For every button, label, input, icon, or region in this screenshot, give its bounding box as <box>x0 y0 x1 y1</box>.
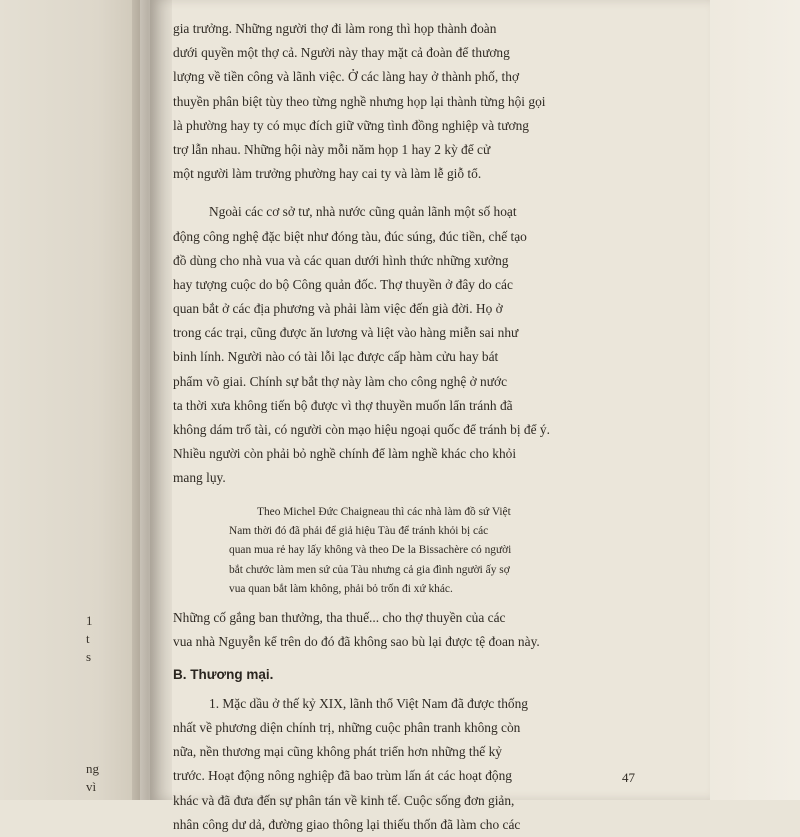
text-line: đồ dùng cho nhà vua và các quan dưới hình thức những xưởng <box>173 252 509 268</box>
quote-line: vua quan bắt làm không, phải bỏ trốn đi xứ khác. <box>229 583 453 596</box>
text-line: quan bắt ở các địa phương và phải làm việc đến già đời. Họ ở <box>173 301 503 317</box>
text-line: là phường hay ty có mục đích giữ vững tình đồng nghiệp và tương <box>173 117 529 133</box>
text-line: Nhiều người còn phải bỏ nghề chính để làm nghề khác cho khỏi <box>173 446 517 462</box>
facing-page-text-fragments <box>86 612 116 796</box>
fragment: s <box>86 649 92 664</box>
block-quote <box>173 503 665 600</box>
paragraph-4 <box>173 692 665 837</box>
text-line: thuyền phân biệt tùy theo từng nghề nhưng họp lại thành từng hội gọi <box>173 93 546 109</box>
quote-line: Nam thời đó đã phải để giả hiệu Tàu để tránh khỏi bị các <box>229 524 489 537</box>
facing-page <box>0 0 140 800</box>
text-line: Những cố gắng ban thưởng, tha thuế... cho thợ thuyền của các <box>173 609 506 625</box>
text-line: lượng về tiền công và lãnh việc. Ở các làng hay ở thành phố, thợ <box>173 69 520 85</box>
paragraph-3 <box>173 606 665 654</box>
text-line: gia trưởng. Những người thợ đi làm rong thì họp thành đoàn <box>173 21 497 36</box>
text-line: trước. Hoạt động nông nghiệp đã bao trùm lấn át các hoạt động <box>173 768 512 784</box>
text-line: một người làm trưởng phường hay cai ty và làm lễ giỗ tổ. <box>173 166 482 182</box>
text-line: hay tượng cuộc do bộ Công quản đốc. Thợ thuyền ở đây do các <box>173 276 513 292</box>
text-line: nhân công dư dả, đường giao thông lại thiếu thốn đã làm cho các <box>173 816 521 832</box>
text-line: trợ lẫn nhau. Những hội này mỗi năm họp 1 hay 2 kỳ để cử <box>173 141 491 157</box>
spacer <box>173 186 665 200</box>
quote-line: Theo Michel Đức Chaigneau thì các nhà làm đồ sứ Việt <box>257 505 511 518</box>
book-gutter <box>132 0 172 800</box>
fragment: ng <box>86 761 99 776</box>
paragraph-1 <box>173 17 665 186</box>
background-right <box>700 0 800 800</box>
text-line: động công nghệ đặc biệt như đóng tàu, đúc súng, đúc tiền, chế tạo <box>173 228 527 244</box>
quote-line: bắt chước làm men sứ của Tàu nhưng cả gia đình người ấy sợ <box>229 563 510 576</box>
paragraph-2 <box>173 200 665 490</box>
section-heading: B. Thương mại. <box>173 666 274 682</box>
page-number: 47 <box>622 770 635 785</box>
fragment <box>86 666 116 684</box>
text-line: không dám trổ tài, có người còn mạo hiệu ngoại quốc để tránh bị để ý. <box>173 422 550 437</box>
page-body <box>173 17 665 837</box>
fragment: 1 <box>86 613 93 628</box>
text-line: nữa, nền thương mại cũng không phát triển hơn những thế kỷ <box>173 744 502 760</box>
text-line: 1. Mặc dầu ở thế kỷ XIX, lãnh thổ Việt Nam đã được thống <box>209 695 528 711</box>
text-line: binh lính. Người nào có tài lỗi lạc được cấp hàm cửu hay bát <box>173 349 499 365</box>
text-line: ta thời xưa không tiến bộ được vì thợ thuyền muốn lẩn tránh đã <box>173 397 513 413</box>
fragment: vì <box>86 779 97 794</box>
text-line: Ngoài các cơ sở tư, nhà nước cũng quản lãnh một số hoạt <box>209 204 517 220</box>
text-line: khác và đã đưa đến sự phân tán về kinh tế. Cuộc sống đơn giản, <box>173 792 515 808</box>
text-line: dưới quyền một thợ cả. Người này thay mặt cả đoàn để thương <box>173 45 510 61</box>
text-line: mang lụy. <box>173 470 226 486</box>
text-line: nhất về phương diện chính trị, những cuộc phân tranh không còn <box>173 720 521 736</box>
quote-line: quan mua rẻ hay lấy không và theo De la Bissachère có người <box>229 544 512 557</box>
text-line: vua nhà Nguyễn kể trên do đó đã không sao bù lại được tệ đoan này. <box>173 633 540 649</box>
text-line: phẩm võ giai. Chính sự bắt thợ này làm cho công nghệ ở nước <box>173 373 508 389</box>
fragment: t <box>86 631 90 646</box>
fragment <box>86 684 116 702</box>
text-line: trong các trại, cũng được ăn lương và liệt vào hàng miễn sai như <box>173 325 519 341</box>
